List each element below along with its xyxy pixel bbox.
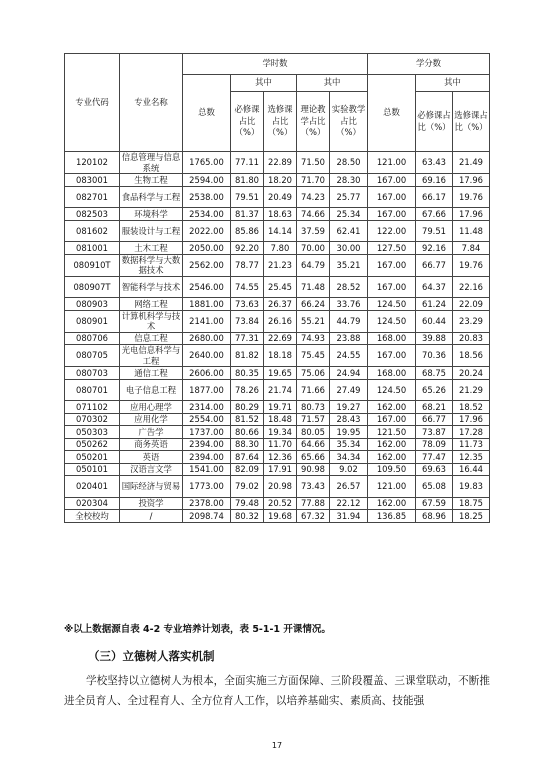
cell-credits-required: 68.21 (416, 401, 453, 414)
table-row (65, 463, 490, 476)
cell-major-name: 环境科学 (120, 208, 183, 221)
cell-hours-required: 87.64 (231, 451, 264, 464)
cell-credits-elective: 7.84 (453, 242, 490, 255)
table-row (65, 208, 490, 221)
table-row (65, 310, 490, 332)
cell-hours-lab: 28.50 (330, 152, 368, 174)
section-heading: （三）立德树人落实机制 (88, 649, 215, 663)
cell-hours-lab: 35.34 (330, 438, 368, 451)
cell-hours-theory: 74.23 (297, 186, 330, 208)
cell-credits-elective: 11.73 (453, 438, 490, 451)
cell-major-code: 080706 (65, 332, 120, 345)
cell-hours-elective: 25.45 (264, 276, 297, 298)
cell-hours-lab: 26.57 (330, 476, 368, 498)
cell-credits-elective: 18.56 (453, 345, 490, 367)
cell-hours-total: 1737.00 (183, 426, 231, 439)
cell-hours-lab: 33.76 (330, 298, 368, 311)
cell-hours-elective: 26.16 (264, 310, 297, 332)
cell-major-name: 食品科学与工程 (120, 186, 183, 208)
cell-major-name: / (120, 510, 183, 523)
cell-hours-required: 73.63 (231, 298, 264, 311)
cell-major-name: 服装设计与工程 (120, 220, 183, 242)
cell-major-name: 广告学 (120, 426, 183, 439)
cell-major-code: 020401 (65, 476, 120, 498)
cell-hours-theory: 71.66 (297, 379, 330, 401)
cell-major-code: 081001 (65, 242, 120, 255)
cell-major-code: 050303 (65, 426, 120, 439)
header-credits-total: 总数 (368, 75, 416, 152)
cell-credits-elective: 17.96 (453, 208, 490, 221)
cell-credits-required: 77.47 (416, 451, 453, 464)
cell-credits-required: 63.43 (416, 152, 453, 174)
cell-hours-total: 2378.00 (183, 497, 231, 510)
cell-credits-elective: 11.48 (453, 220, 490, 242)
cell-hours-total: 1877.00 (183, 379, 231, 401)
cell-hours-total: 2314.00 (183, 401, 231, 414)
cell-credits-required: 69.63 (416, 463, 453, 476)
cell-hours-theory: 64.66 (297, 438, 330, 451)
cell-major-code: 050201 (65, 451, 120, 464)
cell-credits-required: 79.51 (416, 220, 453, 242)
cell-hours-theory: 71.70 (297, 174, 330, 187)
cell-hours-total: 1541.00 (183, 463, 231, 476)
cell-credits-total: 121.50 (368, 426, 416, 439)
cell-hours-required: 81.52 (231, 413, 264, 426)
header-credits-elective: 选修课占比（%） (453, 92, 490, 152)
cell-major-name: 应用化学 (120, 413, 183, 426)
cell-hours-total: 2606.00 (183, 367, 231, 380)
cell-hours-total: 2394.00 (183, 438, 231, 451)
cell-major-code: 080907T (65, 276, 120, 298)
cell-major-name: 英语 (120, 451, 183, 464)
cell-major-name: 网络工程 (120, 298, 183, 311)
cell-credits-required: 66.77 (416, 413, 453, 426)
cell-hours-theory: 80.05 (297, 426, 330, 439)
cell-major-name: 通信工程 (120, 367, 183, 380)
cell-major-name: 智能科学与技术 (120, 276, 183, 298)
cell-hours-required: 73.84 (231, 310, 264, 332)
cell-credits-required: 68.96 (416, 510, 453, 523)
cell-credits-elective: 18.75 (453, 497, 490, 510)
cell-hours-lab: 9.02 (330, 463, 368, 476)
table-row (65, 152, 490, 174)
cell-credits-required: 69.16 (416, 174, 453, 187)
cell-hours-lab: 22.12 (330, 497, 368, 510)
cell-hours-required: 79.48 (231, 497, 264, 510)
cell-credits-total: 162.00 (368, 438, 416, 451)
cell-hours-theory: 71.48 (297, 276, 330, 298)
cell-hours-lab: 62.41 (330, 220, 368, 242)
cell-major-name: 国际经济与贸易 (120, 476, 183, 498)
cell-credits-elective: 18.52 (453, 401, 490, 414)
cell-hours-lab: 35.21 (330, 254, 368, 276)
cell-credits-total: 167.00 (368, 345, 416, 367)
cell-hours-required: 79.51 (231, 186, 264, 208)
cell-credits-elective: 19.83 (453, 476, 490, 498)
cell-hours-total: 2141.00 (183, 310, 231, 332)
cell-hours-required: 80.66 (231, 426, 264, 439)
table-row (65, 298, 490, 311)
cell-credits-elective: 23.29 (453, 310, 490, 332)
cell-major-name: 信息管理与信息系统 (120, 152, 183, 174)
cell-major-code: 020304 (65, 497, 120, 510)
table-row (65, 276, 490, 298)
cell-credits-total: 167.00 (368, 276, 416, 298)
cell-hours-lab: 30.00 (330, 242, 368, 255)
cell-hours-lab: 28.43 (330, 413, 368, 426)
cell-credits-required: 92.16 (416, 242, 453, 255)
body-paragraph: 学校坚持以立德树人为根本，全面实施三方面保障、三阶段覆盖、三课堂联动，不断推进全员育人、全过程育人、全方位育人工作，以培养基础实、素质高、技能强 (64, 675, 490, 707)
table-row (65, 510, 490, 523)
cell-credits-elective: 20.83 (453, 332, 490, 345)
cell-credits-total: 162.00 (368, 497, 416, 510)
cell-credits-elective: 17.96 (453, 174, 490, 187)
cell-hours-theory: 55.21 (297, 310, 330, 332)
cell-hours-required: 78.26 (231, 379, 264, 401)
cell-credits-elective: 17.28 (453, 426, 490, 439)
cell-hours-required: 74.55 (231, 276, 264, 298)
cell-credits-required: 68.75 (416, 367, 453, 380)
cell-hours-required: 77.31 (231, 332, 264, 345)
cell-hours-total: 1881.00 (183, 298, 231, 311)
cell-credits-total: 121.00 (368, 152, 416, 174)
cell-credits-required: 60.44 (416, 310, 453, 332)
header-major-code: 专业代码 (65, 54, 120, 152)
cell-credits-total: 168.00 (368, 332, 416, 345)
cell-hours-total: 2554.00 (183, 413, 231, 426)
cell-hours-total: 2394.00 (183, 451, 231, 464)
cell-major-name: 汉语言文学 (120, 463, 183, 476)
cell-major-code: 全校校均 (65, 510, 120, 523)
cell-hours-theory: 65.66 (297, 451, 330, 464)
cell-hours-total: 2538.00 (183, 186, 231, 208)
cell-major-name: 应用心理学 (120, 401, 183, 414)
cell-major-code: 050101 (65, 463, 120, 476)
cell-hours-theory: 75.45 (297, 345, 330, 367)
cell-hours-lab: 25.34 (330, 208, 368, 221)
cell-hours-elective: 18.20 (264, 174, 297, 187)
cell-credits-total: 109.50 (368, 463, 416, 476)
cell-hours-lab: 31.94 (330, 510, 368, 523)
header-hours-group: 学时数 (183, 54, 368, 75)
cell-hours-elective: 22.89 (264, 152, 297, 174)
page-number: 17 (271, 741, 283, 750)
cell-hours-required: 78.77 (231, 254, 264, 276)
cell-hours-lab: 24.55 (330, 345, 368, 367)
header-hours-theory: 理论教学占比（%） (297, 92, 330, 152)
cell-hours-total: 1773.00 (183, 476, 231, 498)
table-row (65, 332, 490, 345)
cell-hours-theory: 77.88 (297, 497, 330, 510)
cell-credits-required: 70.36 (416, 345, 453, 367)
cell-hours-elective: 19.34 (264, 426, 297, 439)
cell-hours-theory: 66.24 (297, 298, 330, 311)
cell-hours-lab: 28.52 (330, 276, 368, 298)
table-row (65, 438, 490, 451)
cell-hours-required: 81.80 (231, 174, 264, 187)
cell-hours-lab: 27.49 (330, 379, 368, 401)
cell-hours-total: 1765.00 (183, 152, 231, 174)
cell-hours-theory: 71.50 (297, 152, 330, 174)
cell-credits-total: 124.50 (368, 379, 416, 401)
cell-credits-elective: 17.96 (453, 413, 490, 426)
cell-major-name: 商务英语 (120, 438, 183, 451)
table-row (65, 367, 490, 380)
table-row (65, 401, 490, 414)
cell-hours-elective: 20.52 (264, 497, 297, 510)
cell-credits-total: 162.00 (368, 401, 416, 414)
table-row (65, 254, 490, 276)
table-body (65, 152, 490, 523)
cell-major-code: 080903 (65, 298, 120, 311)
cell-hours-elective: 20.98 (264, 476, 297, 498)
cell-credits-elective: 19.76 (453, 254, 490, 276)
cell-hours-elective: 18.18 (264, 345, 297, 367)
table-row (65, 426, 490, 439)
cell-hours-theory: 70.00 (297, 242, 330, 255)
cell-hours-required: 81.37 (231, 208, 264, 221)
cell-major-name: 生物工程 (120, 174, 183, 187)
cell-major-code: 080901 (65, 310, 120, 332)
cell-hours-theory: 73.43 (297, 476, 330, 498)
cell-credits-total: 168.00 (368, 367, 416, 380)
cell-major-name: 光电信息科学与工程 (120, 345, 183, 367)
table-row (65, 345, 490, 367)
table-row (65, 497, 490, 510)
cell-credits-elective: 21.49 (453, 152, 490, 174)
cell-hours-theory: 67.32 (297, 510, 330, 523)
cell-hours-lab: 34.34 (330, 451, 368, 464)
cell-credits-required: 66.17 (416, 186, 453, 208)
header-hours-required: 必修课占比（%） (231, 92, 264, 152)
cell-hours-theory: 37.59 (297, 220, 330, 242)
cell-hours-lab: 44.79 (330, 310, 368, 332)
cell-hours-elective: 18.63 (264, 208, 297, 221)
table-row (65, 186, 490, 208)
header-hours-elective: 选修课占比（%） (264, 92, 297, 152)
cell-major-code: 080910T (65, 254, 120, 276)
cell-hours-total: 2680.00 (183, 332, 231, 345)
cell-credits-total: 124.50 (368, 310, 416, 332)
table-row (65, 220, 490, 242)
cell-credits-total: 167.00 (368, 254, 416, 276)
cell-credits-required: 67.59 (416, 497, 453, 510)
cell-credits-total: 124.50 (368, 298, 416, 311)
cell-credits-total: 162.00 (368, 451, 416, 464)
cell-hours-elective: 21.23 (264, 254, 297, 276)
cell-major-code: 083001 (65, 174, 120, 187)
cell-hours-lab: 28.30 (330, 174, 368, 187)
header-hours-sub-a: 其中 (231, 75, 297, 92)
cell-major-name: 数据科学与大数据技术 (120, 254, 183, 276)
cell-credits-elective: 20.24 (453, 367, 490, 380)
cell-hours-total: 2050.00 (183, 242, 231, 255)
cell-credits-required: 73.87 (416, 426, 453, 439)
cell-credits-total: 167.00 (368, 208, 416, 221)
cell-hours-lab: 19.27 (330, 401, 368, 414)
cell-hours-total: 2640.00 (183, 345, 231, 367)
cell-hours-theory: 90.98 (297, 463, 330, 476)
cell-hours-theory: 75.06 (297, 367, 330, 380)
cell-major-name: 土木工程 (120, 242, 183, 255)
cell-major-code: 120102 (65, 152, 120, 174)
header-credits-group: 学分数 (368, 54, 490, 75)
cell-major-code: 080701 (65, 379, 120, 401)
cell-hours-elective: 18.48 (264, 413, 297, 426)
cell-hours-total: 2546.00 (183, 276, 231, 298)
cell-hours-elective: 12.36 (264, 451, 297, 464)
cell-credits-total: 121.00 (368, 476, 416, 498)
table-row (65, 242, 490, 255)
cell-hours-elective: 20.49 (264, 186, 297, 208)
cell-credits-required: 64.37 (416, 276, 453, 298)
cell-hours-elective: 26.37 (264, 298, 297, 311)
header-hours-lab: 实验教学占比（%） (330, 92, 368, 152)
header-credits-sub: 其中 (416, 75, 490, 92)
cell-hours-elective: 19.65 (264, 367, 297, 380)
cell-hours-theory: 74.93 (297, 332, 330, 345)
table-row (65, 451, 490, 464)
cell-hours-required: 92.20 (231, 242, 264, 255)
cell-major-name: 计算机科学与技术 (120, 310, 183, 332)
cell-hours-total: 2022.00 (183, 220, 231, 242)
cell-credits-total: 167.00 (368, 186, 416, 208)
cell-hours-required: 77.11 (231, 152, 264, 174)
cell-hours-theory: 80.73 (297, 401, 330, 414)
cell-hours-required: 80.32 (231, 510, 264, 523)
cell-hours-lab: 25.77 (330, 186, 368, 208)
curriculum-stats-table (64, 53, 490, 523)
header-credits-required: 必修课占比（%） (416, 92, 453, 152)
cell-credits-total: 167.00 (368, 174, 416, 187)
cell-major-code: 082503 (65, 208, 120, 221)
cell-major-code: 071102 (65, 401, 120, 414)
cell-credits-required: 65.08 (416, 476, 453, 498)
cell-hours-theory: 74.66 (297, 208, 330, 221)
cell-hours-required: 80.35 (231, 367, 264, 380)
table-row (65, 379, 490, 401)
cell-hours-total: 2594.00 (183, 174, 231, 187)
cell-hours-required: 85.86 (231, 220, 264, 242)
cell-major-code: 081602 (65, 220, 120, 242)
cell-hours-lab: 19.95 (330, 426, 368, 439)
cell-credits-elective: 21.29 (453, 379, 490, 401)
cell-hours-elective: 17.91 (264, 463, 297, 476)
cell-credits-required: 78.09 (416, 438, 453, 451)
cell-credits-elective: 16.44 (453, 463, 490, 476)
table-row (65, 174, 490, 187)
cell-credits-elective: 18.25 (453, 510, 490, 523)
header-hours-sub-b: 其中 (297, 75, 368, 92)
cell-major-code: 082701 (65, 186, 120, 208)
cell-credits-total: 127.50 (368, 242, 416, 255)
cell-credits-total: 167.00 (368, 413, 416, 426)
cell-hours-theory: 71.57 (297, 413, 330, 426)
cell-hours-required: 82.09 (231, 463, 264, 476)
cell-hours-total: 2098.74 (183, 510, 231, 523)
cell-major-code: 080703 (65, 367, 120, 380)
cell-major-name: 投资学 (120, 497, 183, 510)
cell-hours-total: 2534.00 (183, 208, 231, 221)
cell-major-code: 080705 (65, 345, 120, 367)
cell-hours-elective: 11.70 (264, 438, 297, 451)
data-source-note: ※以上数据源自表 4-2 专业培养计划表，表 5-1-1 开课情况。 (64, 624, 331, 635)
cell-credits-required: 39.88 (416, 332, 453, 345)
cell-hours-lab: 23.88 (330, 332, 368, 345)
cell-hours-total: 2562.00 (183, 254, 231, 276)
cell-hours-required: 88.30 (231, 438, 264, 451)
cell-credits-elective: 22.09 (453, 298, 490, 311)
cell-major-code: 050262 (65, 438, 120, 451)
cell-hours-elective: 19.68 (264, 510, 297, 523)
cell-credits-elective: 12.35 (453, 451, 490, 464)
header-major-name: 专业名称 (120, 54, 183, 152)
cell-major-name: 信息工程 (120, 332, 183, 345)
cell-hours-required: 81.82 (231, 345, 264, 367)
cell-credits-elective: 19.76 (453, 186, 490, 208)
cell-hours-required: 79.02 (231, 476, 264, 498)
cell-hours-elective: 7.80 (264, 242, 297, 255)
cell-hours-elective: 22.69 (264, 332, 297, 345)
cell-credits-required: 67.66 (416, 208, 453, 221)
table-row (65, 476, 490, 498)
cell-credits-required: 65.26 (416, 379, 453, 401)
cell-hours-lab: 24.94 (330, 367, 368, 380)
cell-major-code: 070302 (65, 413, 120, 426)
cell-hours-elective: 14.14 (264, 220, 297, 242)
cell-hours-elective: 19.71 (264, 401, 297, 414)
table-row (65, 413, 490, 426)
cell-hours-required: 80.29 (231, 401, 264, 414)
cell-credits-required: 61.24 (416, 298, 453, 311)
header-hours-total: 总数 (183, 75, 231, 152)
cell-credits-total: 122.00 (368, 220, 416, 242)
cell-hours-theory: 64.79 (297, 254, 330, 276)
cell-credits-elective: 22.16 (453, 276, 490, 298)
cell-credits-required: 66.77 (416, 254, 453, 276)
cell-hours-elective: 21.74 (264, 379, 297, 401)
cell-major-name: 电子信息工程 (120, 379, 183, 401)
cell-credits-total: 136.85 (368, 510, 416, 523)
